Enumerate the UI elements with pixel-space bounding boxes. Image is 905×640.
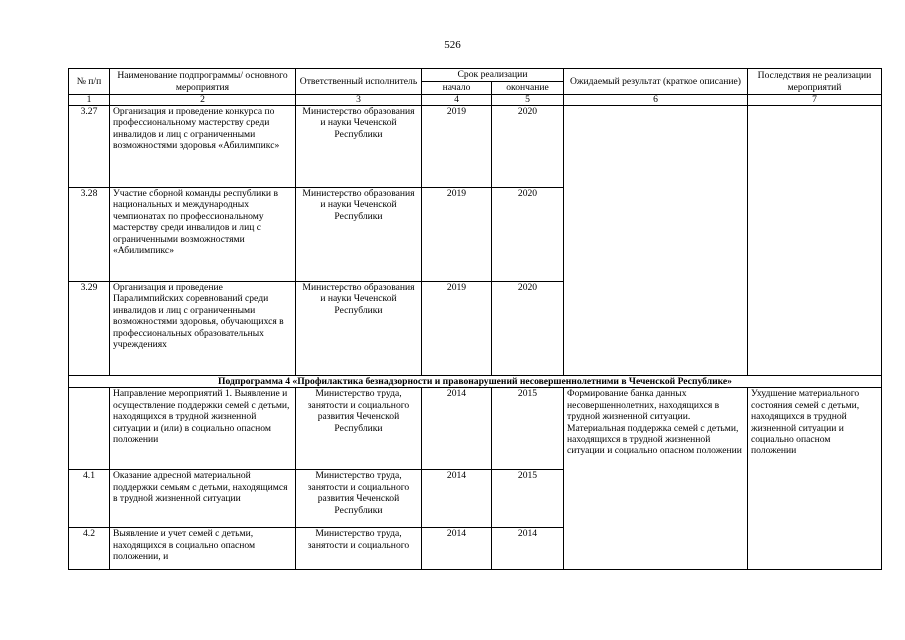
page-number: 526 <box>444 39 461 51</box>
row-name: Организация и проведение конкурса по профессиональному мастерству среди инвалидов и лиц с ограниченными возможностями здоровья «Абилимпикс» <box>110 106 296 188</box>
row-end: 2015 <box>492 470 564 528</box>
row-end: 2015 <box>492 388 564 470</box>
row-name: Оказание адресной материальной поддержки семьям с детьми, находящимся в трудной жизненной ситуации <box>110 470 296 528</box>
row-responsible: Министерство труда, занятости и социального <box>296 528 422 570</box>
row-number: 4.2 <box>69 528 110 570</box>
header-result: Ожидаемый результат (краткое описание) <box>564 69 748 95</box>
row-responsible: Министерство труда, занятости и социального развития Чеченской Республики <box>296 470 422 528</box>
table-row <box>69 106 882 188</box>
row-number: 4.1 <box>69 470 110 528</box>
row-start: 2019 <box>422 282 492 376</box>
row-name: Организация и проведение Паралимпийских соревнований среди инвалидов и лиц с ограниченными возможностями здоровья, обучающихся в профессиональных образовательных учреждениях <box>110 282 296 376</box>
column-number: 4 <box>422 95 492 106</box>
row-end: 2014 <box>492 528 564 570</box>
header-consequence: Последствия не реализации мероприятий <box>748 69 882 95</box>
row-end: 2020 <box>492 106 564 188</box>
row-end: 2020 <box>492 188 564 282</box>
row-consequence-empty <box>748 106 882 376</box>
subprogram-row <box>69 376 882 388</box>
header-responsible: Ответственный исполнитель <box>296 69 422 95</box>
column-number: 3 <box>296 95 422 106</box>
row-responsible: Министерство образования и науки Чеченской Республики <box>296 188 422 282</box>
program-table <box>68 68 882 570</box>
row-name: Участие сборной команды республики в национальных и международных чемпионатах по профессиональному мастерству среди инвалидов и лиц с ограниченными возможностями «Абилимпикс» <box>110 188 296 282</box>
header-name: Наименование подпрограммы/ основного мероприятия <box>110 69 296 95</box>
row-responsible: Министерство труда, занятости и социального развития Чеченской Республики <box>296 388 422 470</box>
row-consequence: Ухудшение материального состояния семей с детьми, находящихся в трудной жизненной ситуации и социально опасном положении <box>748 388 882 570</box>
row-start: 2019 <box>422 106 492 188</box>
table-row <box>69 388 882 470</box>
column-number: 1 <box>69 95 110 106</box>
row-name: Направление мероприятий 1. Выявление и осуществление поддержки семей с детьми, находящихся в трудной жизненной ситуации и (или) в социально опасном положении <box>110 388 296 470</box>
column-number-row <box>69 95 882 106</box>
row-start: 2014 <box>422 470 492 528</box>
row-number: 3.29 <box>69 282 110 376</box>
row-start: 2019 <box>422 188 492 282</box>
row-end: 2020 <box>492 282 564 376</box>
header-start: начало <box>422 82 492 95</box>
row-responsible: Министерство образования и науки Чеченской Республики <box>296 106 422 188</box>
row-responsible: Министерство образования и науки Чеченской Республики <box>296 282 422 376</box>
column-number: 7 <box>748 95 882 106</box>
row-name: Выявление и учет семей с детьми, находящихся в социально опасном положении, и <box>110 528 296 570</box>
header-term: Срок реализации <box>422 69 564 82</box>
row-number: 3.28 <box>69 188 110 282</box>
row-start: 2014 <box>422 528 492 570</box>
row-number <box>69 388 110 470</box>
header-end: окончание <box>492 82 564 95</box>
column-number: 2 <box>110 95 296 106</box>
row-start: 2014 <box>422 388 492 470</box>
row-result: Формирование банка данных несовершеннолетних, находящихся в трудной жизненной ситуации. Материальная поддержка семей с детьми, находящихся в трудной жизненной ситуации и социально опасном положении <box>564 388 748 570</box>
row-number: 3.27 <box>69 106 110 188</box>
subprogram-title: Подпрограмма 4 «Профилактика безнадзорности и правонарушений несовершеннолетними в Чеченской Республике» <box>69 376 882 388</box>
column-number: 6 <box>564 95 748 106</box>
header-number: № п/п <box>69 69 110 95</box>
column-number: 5 <box>492 95 564 106</box>
row-result-empty <box>564 106 748 376</box>
